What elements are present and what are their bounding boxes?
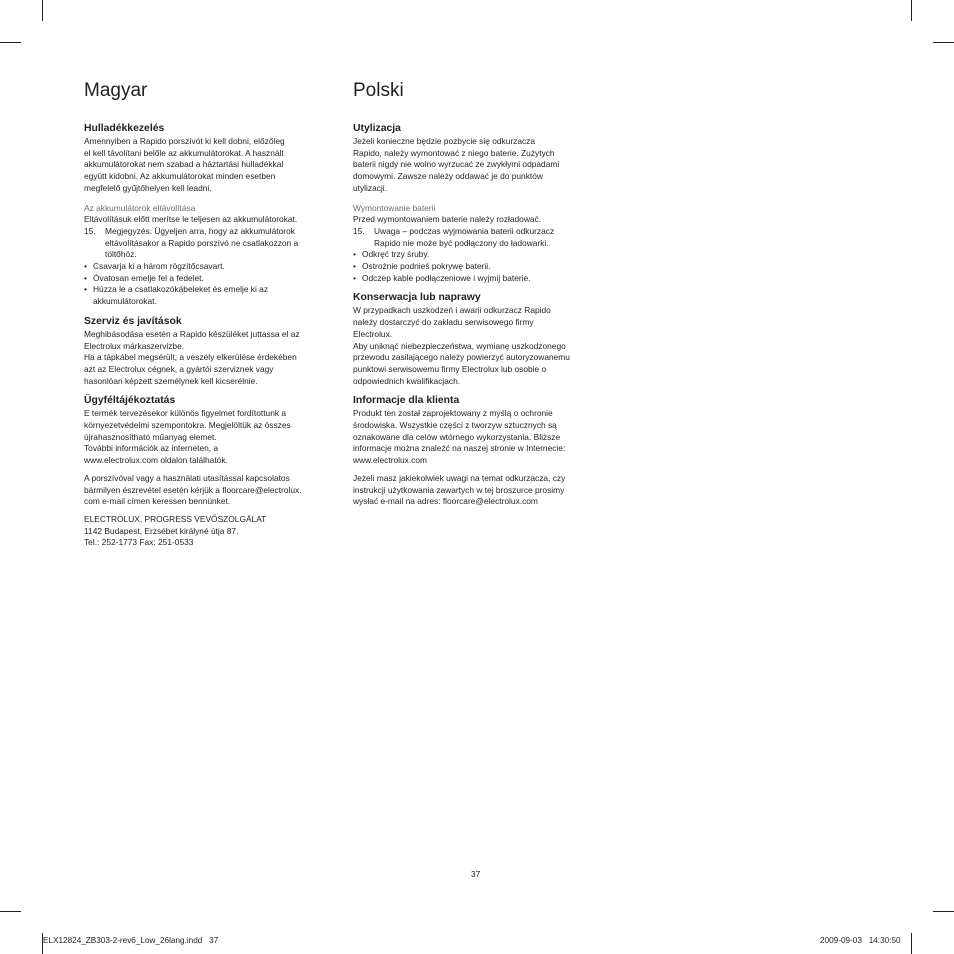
crop-mark bbox=[911, 933, 912, 954]
text-line: Produkt ten został zaprojektowany z myślą o ochronie bbox=[353, 408, 553, 419]
item-number: 15. bbox=[353, 225, 365, 236]
subheading: Wymontowanie baterii bbox=[353, 202, 436, 213]
text-line: Rapido nie może być podłączony do ładowarki. bbox=[374, 237, 549, 248]
text-line: utylizacji. bbox=[353, 182, 387, 193]
text-line: bármilyen észrevétel esetén kérjük a floorcare@electrolux. bbox=[84, 484, 302, 495]
crop-mark bbox=[0, 911, 21, 912]
print-slug-date: 2009-09-03 14:30:50 bbox=[820, 936, 901, 945]
bullet-item bbox=[84, 284, 332, 307]
bullet-icon: • bbox=[353, 261, 356, 272]
text-line: E termék tervezésekor különös figyelmet fordítottunk a bbox=[84, 408, 287, 419]
text-line: informacje można znaleźć na naszej stronie w Internecie: bbox=[353, 443, 566, 454]
numbered-item bbox=[84, 226, 332, 261]
text-line: Megjegyzés: Ügyeljen arra, hogy az akkumulátorok bbox=[105, 225, 295, 236]
section-heading: Hulladékkezelés bbox=[84, 123, 165, 134]
print-slug-file: ELX12824_ZB303-2-rev6_Low_26lang.indd 37 bbox=[43, 936, 219, 945]
address-line: Tel.: 252-1773 Fax: 251-0533 bbox=[84, 537, 194, 548]
text-line: instrukcji użytkowania zawartych w tej broszurce prosimy bbox=[353, 484, 565, 495]
bullet-item bbox=[353, 261, 601, 273]
text-line: azt az Electrolux cégnek, a gyártói szerviznek vagy bbox=[84, 363, 274, 374]
crop-mark bbox=[933, 42, 954, 43]
column-body bbox=[353, 123, 601, 508]
crop-mark bbox=[0, 42, 21, 43]
text-line: Csavarja ki a három rögzítőcsavart. bbox=[93, 261, 225, 272]
text-line: Húzza le a csatlakozókábeleket és emelje ki az bbox=[93, 284, 269, 295]
text-line: akkumulátorokat nem szabad a háztartási hulladékkal bbox=[84, 159, 284, 170]
bullet-item bbox=[84, 261, 332, 273]
text-line: töltőhöz. bbox=[105, 249, 137, 260]
text-line: Eltávolításuk előtt merítse le teljesen az akkumulátorokat. bbox=[84, 214, 298, 225]
text-line: Rapido, należy wymontować z niego baterie. Zużytych bbox=[353, 147, 555, 158]
crop-mark bbox=[42, 0, 43, 21]
language-title: Polski bbox=[353, 80, 404, 101]
text-line: domowymi. Zawsze należy oddawać je do punktów bbox=[353, 171, 543, 182]
bullet-item bbox=[353, 273, 601, 285]
bullet-icon: • bbox=[84, 284, 87, 295]
section-heading: Ügyféltájékoztatás bbox=[84, 395, 176, 407]
address-line: ELECTROLUX, PROGRESS VEVŐSZOLGÁLAT bbox=[84, 513, 267, 524]
text-line: Óvatosan emelje fel a fedelet. bbox=[93, 272, 204, 283]
numbered-item bbox=[353, 226, 601, 249]
section-heading: Konserwacja lub naprawy bbox=[353, 292, 481, 304]
text-line: oznakowane dla celów wtórnego wykorzystania. Bliższe bbox=[353, 431, 561, 442]
text-line: megfelelő gyűjtőhelyen kell leadni. bbox=[84, 182, 212, 193]
bullet-icon: • bbox=[84, 261, 87, 272]
crop-mark bbox=[933, 911, 954, 912]
text-line: przewodu zasilającego należy powierzyć autoryzowanemu bbox=[353, 352, 570, 363]
section-heading: Utylizacja bbox=[353, 123, 401, 134]
text-line: punktowi serwisowemu firmy Electrolux lub osobie o bbox=[353, 363, 547, 374]
text-line: el kell távolítani belőle az akkumulátorokat. A használt bbox=[84, 147, 284, 158]
item-number: 15. bbox=[84, 225, 96, 236]
page-number: 37 bbox=[471, 869, 481, 879]
text-line: Ha a tápkábel megsérült, a veszély elkerülése érdekében bbox=[84, 352, 297, 363]
text-line: újrahasznosítható műanyag elemet. bbox=[84, 431, 217, 442]
text-line: Aby uniknąć niebezpieczeństwa, wymianę uszkodzonego bbox=[353, 340, 566, 351]
text-line: eltávolításakor a Rapido porszívó ne csatlakozzon a bbox=[105, 237, 299, 248]
section-heading: Informacje dla klienta bbox=[353, 395, 460, 407]
text-line: www.electrolux.com bbox=[353, 455, 428, 466]
text-line: odpowiednich kwalifikacjach. bbox=[353, 375, 461, 386]
text-line: W przypadkach uszkodzeń i awarii odkurzacz Rapido bbox=[353, 305, 551, 316]
text-line: Odkręć trzy śruby. bbox=[362, 249, 430, 260]
text-line: Uwaga – podczas wyjmowania baterii odkurzacz bbox=[374, 225, 555, 236]
text-line: wysłać e-mail na adres: floorcare@electrolux.com bbox=[353, 496, 538, 507]
subheading: Az akkumulátorok eltávolítása bbox=[84, 202, 196, 213]
text-line: Meghibásodása esetén a Rapido készüléket juttassa el az bbox=[84, 328, 300, 339]
text-line: együtt kidobni. Az akkumulátorokat minden esetben bbox=[84, 171, 276, 182]
text-line: www.electrolux.com oldalon találhatók. bbox=[84, 455, 228, 466]
text-line: Jeżeli konieczne będzie pozbycie się odkurzacza bbox=[353, 136, 536, 146]
text-line: Amennyiben a Rapido porszívót ki kell dobni, előzőleg bbox=[84, 136, 285, 146]
section-heading: Szerviz és javítások bbox=[84, 315, 182, 327]
crop-mark bbox=[911, 0, 912, 21]
text-line: baterii nigdy nie wolno wyrzucać ze zwykłymi odpadami bbox=[353, 159, 560, 170]
bullet-icon: • bbox=[353, 249, 356, 260]
text-line: környezetvédelmi szempontokra. Megjelöltük az összes bbox=[84, 420, 291, 431]
text-line: Ostrożnie podnieś pokrywę baterii. bbox=[362, 261, 491, 272]
text-line: Jeżeli masz jakiekolwiek uwagi na temat odkurzacza, czy bbox=[353, 472, 566, 483]
bullet-icon: • bbox=[353, 272, 356, 283]
text-line: com e-mail címen keressen bennünket. bbox=[84, 496, 231, 507]
text-line: Electrolux. bbox=[353, 328, 393, 339]
language-title: Magyar bbox=[84, 80, 148, 101]
column-body bbox=[84, 123, 332, 549]
text-line: hasonlóan képzett személynek kell kicserélnie. bbox=[84, 375, 258, 386]
bullet-item bbox=[84, 273, 332, 285]
text-line: A porszívóval vagy a használati utasítással kapcsolatos bbox=[84, 472, 290, 483]
text-line: akkumulátorokat. bbox=[93, 296, 157, 307]
text-line: należy dostarczyć do zakładu serwisowego firmy bbox=[353, 317, 534, 328]
text-line: Odczep kable podłączeniowe i wyjmij baterie. bbox=[362, 272, 531, 283]
text-line: środowiska. Wszystkie części z tworzyw sztucznych są bbox=[353, 420, 557, 431]
text-line: Electrolux márkaszervizbe. bbox=[84, 340, 185, 351]
bullet-item bbox=[353, 249, 601, 261]
text-line: Przed wymontowaniem baterie należy rozładować. bbox=[353, 214, 542, 225]
text-line: További információk az interneten, a bbox=[84, 443, 219, 454]
bullet-icon: • bbox=[84, 272, 87, 283]
address-line: 1142 Budapest, Erzsébet királyné útja 87. bbox=[84, 525, 239, 536]
